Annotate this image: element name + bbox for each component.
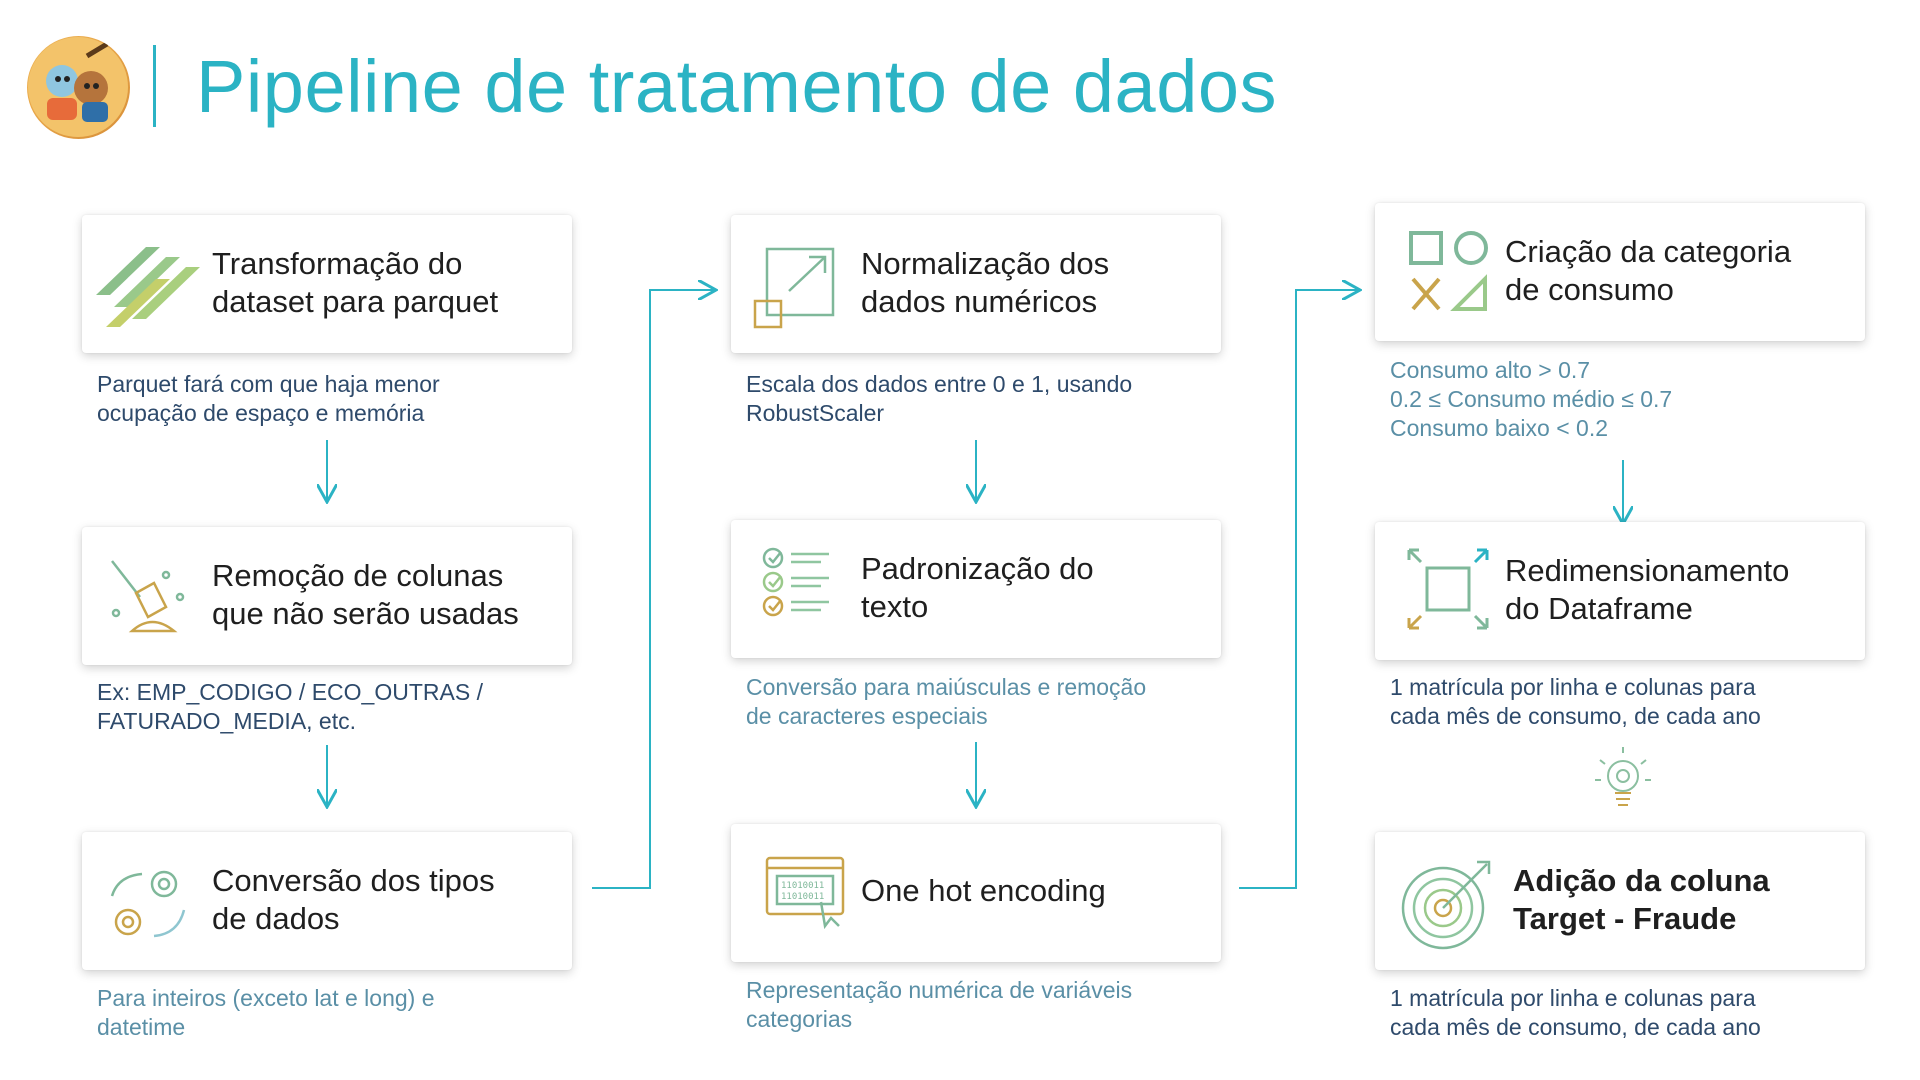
- svg-text:11010011: 11010011: [781, 881, 825, 891]
- gears-icon: [104, 862, 194, 946]
- arrow-col2-to-col3: [1239, 290, 1358, 888]
- shapes-icon: [1409, 231, 1493, 315]
- step-label: Padronização do texto: [861, 551, 1094, 624]
- step-label: Conversão dos tipos de dados: [212, 863, 495, 936]
- step-label: Redimensionamento do Dataframe: [1505, 553, 1790, 626]
- step-description-one-hot: Representação numérica de variáveis categorias: [746, 977, 1133, 1032]
- step-card-normalization: [731, 215, 1221, 353]
- scale-icon: [753, 247, 837, 331]
- step-card-parquet: [82, 215, 572, 353]
- step-card-one-hot: [731, 824, 1221, 962]
- step-description-type-conversion: Para inteiros (exceto lat e long) e datetime: [97, 985, 435, 1040]
- step-label: Remoção de colunas que não serão usadas: [212, 558, 519, 631]
- step-card-remove-columns: [82, 527, 572, 665]
- step-card-consumption-category: [1375, 203, 1865, 341]
- target-icon: [1399, 856, 1495, 952]
- svg-text:11010011: 11010011: [781, 892, 825, 902]
- step-description-target: 1 matrícula por linha e colunas para cada mês de consumo, de cada ano: [1390, 985, 1761, 1040]
- step-label: Criação da categoria de consumo: [1505, 234, 1792, 307]
- step-label: Normalização dos dados numéricos: [861, 246, 1110, 319]
- shovel-icon: [102, 553, 192, 643]
- step-card-type-conversion: [82, 832, 572, 970]
- step-description-normalization: Escala dos dados entre 0 e 1, usando RobustScaler: [746, 371, 1133, 426]
- step-card-target: [1375, 832, 1865, 970]
- step-card-text-standardization: [731, 520, 1221, 658]
- parquet-icon: [96, 247, 206, 331]
- arrow-col1-to-col2: [592, 290, 714, 888]
- step-card-reshape: [1375, 522, 1865, 660]
- step-description-remove-columns: Ex: EMP_CODIGO / ECO_OUTRAS / FATURADO_MEDIA, etc.: [97, 679, 483, 734]
- step-description-reshape: 1 matrícula por linha e colunas para cada mês de consumo, de cada ano: [1390, 674, 1761, 729]
- step-label: Adição da coluna Target - Fraude: [1513, 863, 1770, 936]
- step-label: One hot encoding: [861, 873, 1106, 908]
- binary-window-icon: [765, 852, 849, 936]
- page-title: Pipeline de tratamento de dados: [196, 45, 1278, 128]
- step-label: Transformação do dataset para parquet: [212, 246, 499, 319]
- checklist-icon: [761, 538, 841, 622]
- lightbulb-icon: [1595, 747, 1651, 805]
- step-description-text-standardization: Conversão para maiúsculas e remoção de caracteres especiais: [746, 674, 1147, 729]
- step-description-consumption-category: Consumo alto > 0.7 0.2 ≤ Consumo médio ≤ 0.7 Consumo baixo < 0.2: [1390, 357, 1673, 441]
- resize-icon: [1405, 546, 1491, 632]
- step-description-parquet: Parquet fará com que haja menor ocupação de espaço e memória: [97, 371, 440, 426]
